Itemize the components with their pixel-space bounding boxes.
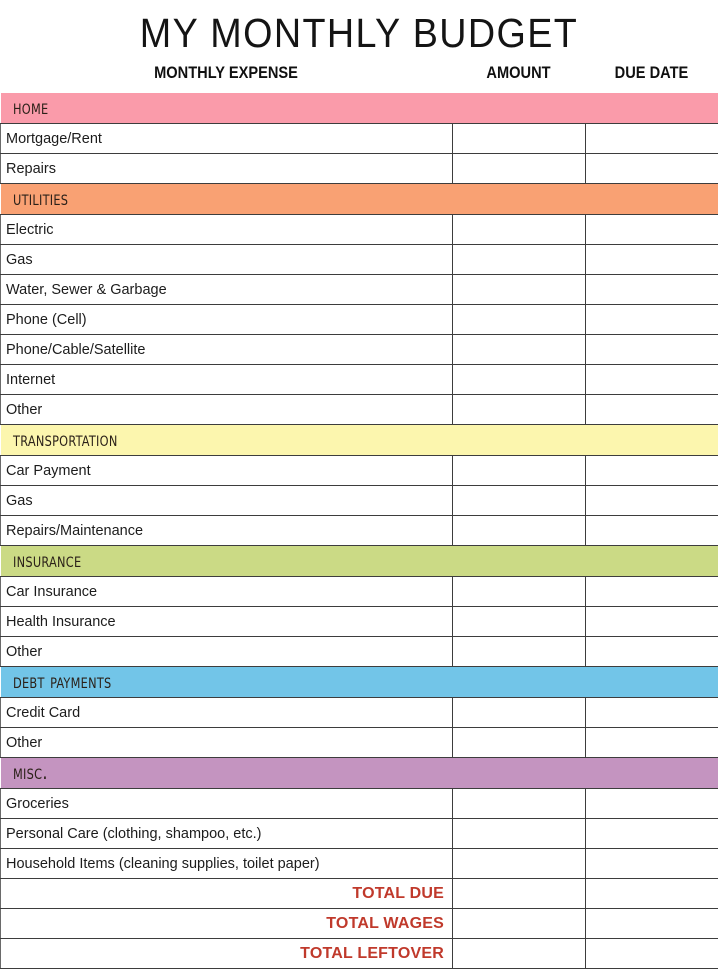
category-label: transportation bbox=[12, 427, 118, 451]
total-due-date-cell[interactable] bbox=[586, 909, 718, 939]
table-row bbox=[1, 456, 718, 486]
table-row bbox=[1, 215, 718, 245]
table-row bbox=[1, 245, 718, 275]
table-row bbox=[1, 124, 718, 154]
due-date-cell[interactable] bbox=[586, 728, 718, 758]
due-date-cell[interactable] bbox=[586, 637, 718, 667]
amount-cell[interactable] bbox=[453, 395, 586, 425]
due-date-cell[interactable] bbox=[586, 789, 718, 819]
amount-cell[interactable] bbox=[453, 124, 586, 154]
table-row bbox=[1, 698, 718, 728]
amount-cell[interactable] bbox=[453, 486, 586, 516]
table-row bbox=[1, 516, 718, 546]
amount-cell[interactable] bbox=[453, 819, 586, 849]
expense-label: Repairs bbox=[1, 154, 453, 184]
amount-cell[interactable] bbox=[453, 335, 586, 365]
due-date-cell[interactable] bbox=[586, 849, 718, 879]
table-row bbox=[1, 849, 718, 879]
due-date-cell[interactable] bbox=[586, 245, 718, 275]
expense-label: Credit Card bbox=[1, 698, 453, 728]
amount-cell[interactable] bbox=[453, 637, 586, 667]
expense-label: Repairs/Maintenance bbox=[1, 516, 453, 546]
table-row bbox=[1, 789, 718, 819]
table-row bbox=[1, 607, 718, 637]
amount-cell[interactable] bbox=[453, 215, 586, 245]
due-date-cell[interactable] bbox=[586, 819, 718, 849]
amount-cell[interactable] bbox=[453, 516, 586, 546]
expense-label: Gas bbox=[1, 486, 453, 516]
expense-label: Other bbox=[1, 637, 453, 667]
due-date-cell[interactable] bbox=[586, 365, 718, 395]
category-row bbox=[1, 425, 718, 456]
due-date-cell[interactable] bbox=[586, 516, 718, 546]
amount-cell[interactable] bbox=[453, 698, 586, 728]
total-row bbox=[1, 909, 718, 939]
category-row bbox=[1, 546, 718, 577]
amount-cell[interactable] bbox=[453, 577, 586, 607]
category-band bbox=[1, 758, 718, 789]
due-date-cell[interactable] bbox=[586, 607, 718, 637]
total-label: TOTAL WAGES bbox=[1, 909, 453, 939]
due-date-cell[interactable] bbox=[586, 577, 718, 607]
page-title: MY MONTHLY BUDGET bbox=[139, 10, 579, 56]
expense-label: Gas bbox=[1, 245, 453, 275]
category-row bbox=[1, 93, 718, 124]
total-amount-cell[interactable] bbox=[453, 909, 586, 939]
column-header-due-date: DUE DATE bbox=[614, 63, 689, 82]
category-label: utilities bbox=[12, 186, 68, 210]
expense-label: Car Payment bbox=[1, 456, 453, 486]
category-band bbox=[1, 184, 718, 215]
due-date-cell[interactable] bbox=[586, 486, 718, 516]
amount-cell[interactable] bbox=[453, 607, 586, 637]
expense-label: Groceries bbox=[1, 789, 453, 819]
table-row bbox=[1, 577, 718, 607]
expense-label: Household Items (cleaning supplies, toilet paper) bbox=[1, 849, 453, 879]
amount-cell[interactable] bbox=[453, 154, 586, 184]
table-row bbox=[1, 486, 718, 516]
expense-label: Mortgage/Rent bbox=[1, 124, 453, 154]
category-label: misc. bbox=[12, 760, 48, 784]
table-row bbox=[1, 728, 718, 758]
total-due-date-cell[interactable] bbox=[586, 939, 718, 969]
category-band bbox=[1, 93, 718, 124]
due-date-cell[interactable] bbox=[586, 215, 718, 245]
column-header-monthly-expense: MONTHLY EXPENSE bbox=[154, 63, 298, 82]
due-date-cell[interactable] bbox=[586, 395, 718, 425]
total-amount-cell[interactable] bbox=[453, 939, 586, 969]
due-date-cell[interactable] bbox=[586, 124, 718, 154]
total-amount-cell[interactable] bbox=[453, 879, 586, 909]
expense-label: Other bbox=[1, 395, 453, 425]
amount-cell[interactable] bbox=[453, 849, 586, 879]
column-header-row bbox=[0, 57, 718, 93]
expense-label: Phone (Cell) bbox=[1, 305, 453, 335]
expense-label: Personal Care (clothing, shampoo, etc.) bbox=[1, 819, 453, 849]
due-date-cell[interactable] bbox=[586, 335, 718, 365]
table-row bbox=[1, 335, 718, 365]
category-row bbox=[1, 184, 718, 215]
expense-label: Water, Sewer & Garbage bbox=[1, 275, 453, 305]
due-date-cell[interactable] bbox=[586, 275, 718, 305]
due-date-cell[interactable] bbox=[586, 698, 718, 728]
amount-cell[interactable] bbox=[453, 456, 586, 486]
total-row bbox=[1, 939, 718, 969]
expense-label: Electric bbox=[1, 215, 453, 245]
amount-cell[interactable] bbox=[453, 789, 586, 819]
table-row bbox=[1, 365, 718, 395]
table-row bbox=[1, 395, 718, 425]
budget-table-body bbox=[1, 93, 718, 969]
amount-cell[interactable] bbox=[453, 275, 586, 305]
amount-cell[interactable] bbox=[453, 245, 586, 275]
total-row bbox=[1, 879, 718, 909]
amount-cell[interactable] bbox=[453, 305, 586, 335]
column-header-amount: AMOUNT bbox=[486, 63, 551, 82]
expense-label: Other bbox=[1, 728, 453, 758]
category-band bbox=[1, 546, 718, 577]
table-row bbox=[1, 305, 718, 335]
expense-label: Phone/Cable/Satellite bbox=[1, 335, 453, 365]
category-band bbox=[1, 425, 718, 456]
budget-table bbox=[0, 93, 718, 969]
category-label: home bbox=[12, 95, 48, 119]
category-row bbox=[1, 667, 718, 698]
total-label: TOTAL DUE bbox=[1, 879, 453, 909]
expense-label: Car Insurance bbox=[1, 577, 453, 607]
table-row bbox=[1, 637, 718, 667]
expense-label: Health Insurance bbox=[1, 607, 453, 637]
category-row bbox=[1, 758, 718, 789]
amount-cell[interactable] bbox=[453, 365, 586, 395]
amount-cell[interactable] bbox=[453, 728, 586, 758]
total-label: TOTAL LEFTOVER bbox=[1, 939, 453, 969]
category-label: insurance bbox=[12, 548, 81, 572]
table-row bbox=[1, 154, 718, 184]
due-date-cell[interactable] bbox=[586, 154, 718, 184]
category-label: debt payments bbox=[12, 669, 112, 693]
total-due-date-cell[interactable] bbox=[586, 879, 718, 909]
table-row bbox=[1, 275, 718, 305]
expense-label: Internet bbox=[1, 365, 453, 395]
table-row bbox=[1, 819, 718, 849]
due-date-cell[interactable] bbox=[586, 456, 718, 486]
due-date-cell[interactable] bbox=[586, 305, 718, 335]
category-band bbox=[1, 667, 718, 698]
